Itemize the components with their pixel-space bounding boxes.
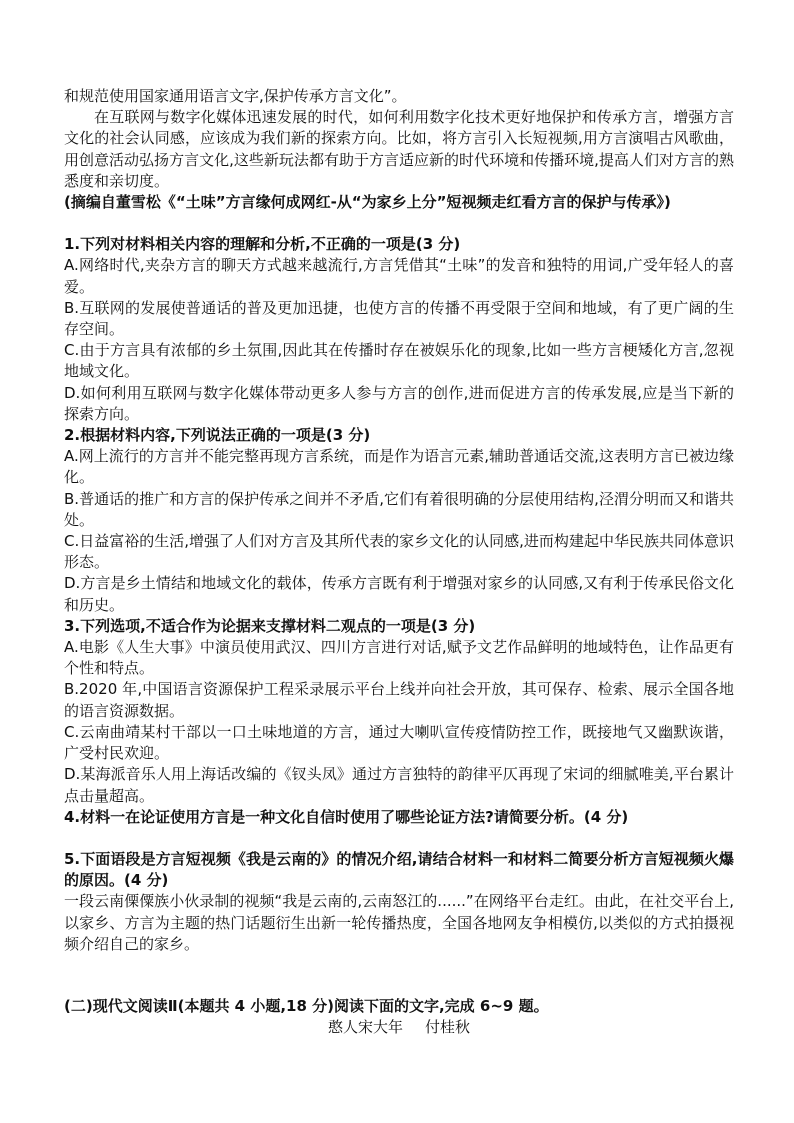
question-3-option-a: A.电影《人生大事》中演员使用武汉、四川方言进行对话,赋予文艺作品鲜明的地域特色，让作品更有个性和特点。 <box>64 638 734 678</box>
article-title: 憨人宋大年 <box>327 1018 403 1037</box>
question-1-option-c: C.由于方言具有浓郁的乡土氛围,因此其在传播时存在被娱乐化的现象,比如一些方言梗矮化方言,忽视地域文化。 <box>64 341 734 381</box>
spacer <box>64 213 734 234</box>
paragraph: 在互联网与数字化媒体迅速发展的时代，如何利用数字化技术更好地保护和传承方言，增强方言文化的社会认同感，应该成为我们新的探索方向。比如，将方言引入长短视频,用方言演唱古风歌曲，用创意活动弘扬方言文化,这些新玩法都有助于方言适应新的时代环境和传播环境,提高人们对方言的熟悉度和亲切度。 <box>64 108 734 190</box>
source-citation: (摘编自董雪松《“土味”方言缘何成网红-从“为家乡上分”短视频走红看方言的保护与传承》) <box>64 193 671 212</box>
intro-line: 和规范使用国家通用语言文字,保护传承方言文化”。 <box>64 87 407 105</box>
spacer <box>64 955 734 986</box>
spacer <box>64 986 734 996</box>
question-3-option-c: C.云南曲靖某村干部以一口土味地道的方言，通过大喇叭宣传疫情防控工作，既接地气又幽默诙谐，广受村民欢迎。 <box>64 722 734 763</box>
question-2-option-b: B.普通话的推广和方言的保护传承之间并不矛盾,它们有着很明确的分层使用结构,泾渭分明而又和谐共处。 <box>64 489 734 529</box>
question-4-stem: 4.材料一在论证使用方言是一种文化自信时使用了哪些论证方法?请简要分析。(4 分) <box>64 807 629 826</box>
question-2-option-a: A.网上流行的方言并不能完整再现方言系统，而是作为语言元素,辅助普通话交流,这表明方言已被边缘化。 <box>64 447 734 487</box>
question-1-option-b: B.互联网的发展使普通话的普及更加迅捷，也使方言的传播不再受限于空间和地域，有了更广阔的生存空间。 <box>64 298 734 339</box>
question-3-stem: 3.下列选项,不适合作为论据来支撑材料二观点的一项是(3 分) <box>64 616 476 635</box>
document-page <box>64 86 734 1038</box>
question-5-stem: 5.下面语段是方言短视频《我是云南的》的情况介绍,请结合材料一和材料二简要分析方言短视频火爆的原因。(4 分) <box>64 849 734 890</box>
question-5-passage: 一段云南傈僳族小伙录制的视频“我是云南的,云南怒江的......”在网络平台走红。由此，在社交平台上, 以家乡、方言为主题的热门话题衍生出新一轮传播热度，全国各地网友争相模仿,以类似的方式拍摄视频介绍自己的家乡。 <box>64 892 734 953</box>
question-1-option-a: A.网络时代,夹杂方言的聊天方式越来越流行,方言凭借其“土味”的发音和独特的用词,广受年轻人的喜爱。 <box>64 256 734 296</box>
question-2-stem: 2.根据材料内容,下列说法正确的一项是(3 分) <box>64 426 371 445</box>
section-2-heading: (二)现代文阅读Ⅱ(本题共 4 小题,18 分)阅读下面的文字,完成 6~9 题。 <box>64 996 549 1015</box>
question-3-option-d: D.某海派音乐人用上海话改编的《钗头凤》通过方言独特的韵律平仄再现了宋词的细腻唯美,平台累计点击量超高。 <box>64 765 734 805</box>
question-1-option-d: D.如何利用互联网与数字化媒体带动更多人参与方言的创作,进而促进方言的传承发展,应是当下新的探索方向。 <box>64 383 734 423</box>
spacer <box>64 828 734 849</box>
question-2-option-c: C.日益富裕的生活,增强了人们对方言及其所代表的家乡文化的认同感,进而构建起中华民族共同体意识形态。 <box>64 532 734 572</box>
question-1-stem: 1.下列对材料相关内容的理解和分析,不正确的一项是(3 分) <box>64 235 461 254</box>
question-3-option-b: B.2020 年,中国语言资源保护工程采录展示平台上线并向社会开放，其可保存、检索、展示全国各地的语言资源数据。 <box>64 680 734 720</box>
article-author: 付桂秋 <box>425 1018 471 1037</box>
question-2-option-d: D.方言是乡土情结和地域文化的载体，传承方言既有利于增强对家乡的认同感,又有利于传承民俗文化和历史。 <box>64 574 734 614</box>
article-title-line <box>64 1017 734 1038</box>
